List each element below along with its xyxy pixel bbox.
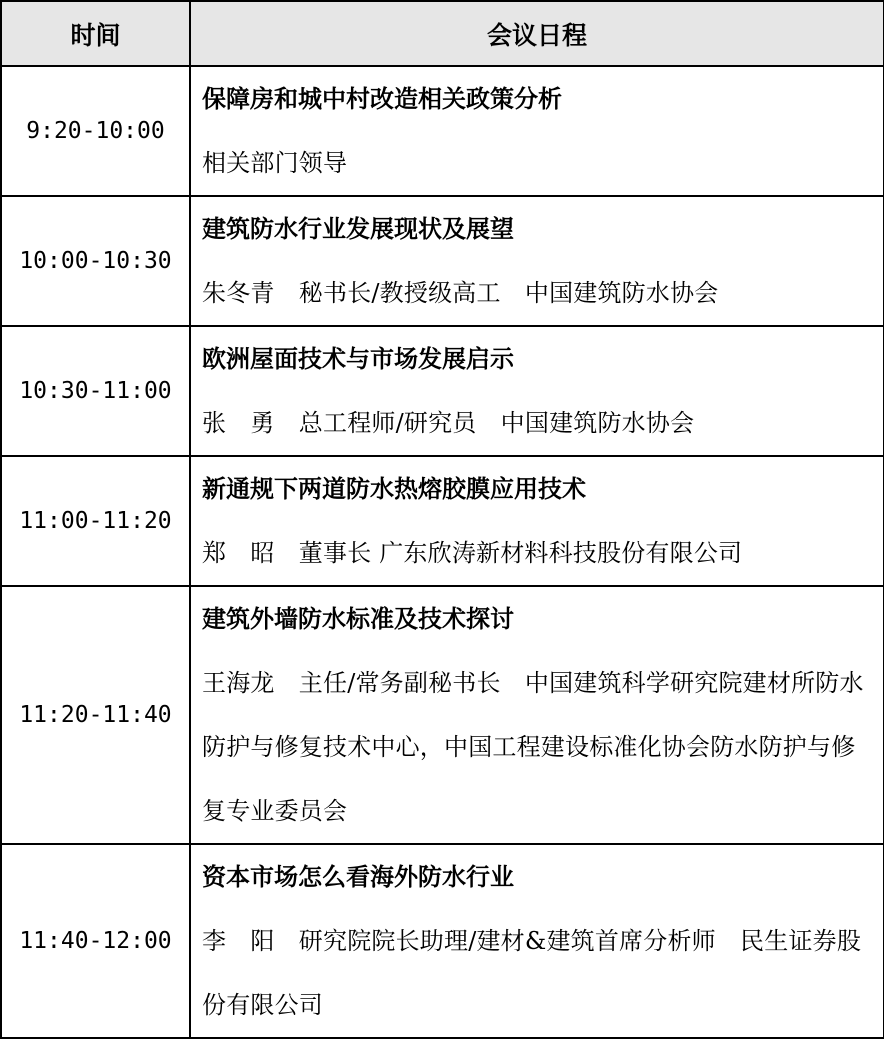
agenda-cell <box>190 586 884 844</box>
table-row <box>1 844 884 1038</box>
time-slot: 11:40-12:00 <box>1 844 190 1038</box>
speaker-info: 朱冬青 秘书长/教授级高工 中国建筑防水协会 <box>202 279 719 307</box>
time-slot: 11:20-11:40 <box>1 586 190 844</box>
speaker-info: 王海龙 主任/常务副秘书长 中国建筑科学研究院建材所防水防护与修复技术中心，中国工程建设标准化协会防水防护与修复专业委员会 <box>202 669 864 825</box>
speaker-info: 郑 昭 董事长 广东欣涛新材料科技股份有限公司 <box>202 539 743 567</box>
agenda-cell <box>190 66 884 196</box>
header-row <box>1 1 884 66</box>
table-row <box>1 586 884 844</box>
talk-title: 建筑外墙防水标准及技术探讨 <box>202 605 514 633</box>
time-slot: 10:00-10:30 <box>1 196 190 326</box>
agenda-cell <box>190 456 884 586</box>
speaker-info: 相关部门领导 <box>202 149 348 177</box>
table-row <box>1 456 884 586</box>
speaker-info: 李 阳 研究院院长助理/建材&建筑首席分析师 民生证券股份有限公司 <box>202 927 862 1019</box>
talk-title: 建筑防水行业发展现状及展望 <box>202 215 514 243</box>
talk-title: 资本市场怎么看海外防水行业 <box>202 863 514 891</box>
table-row <box>1 66 884 196</box>
time-column-header: 时间 <box>1 1 190 66</box>
agenda-cell <box>190 326 884 456</box>
agenda-column-header: 会议日程 <box>190 1 884 66</box>
time-slot: 11:00-11:20 <box>1 456 190 586</box>
time-slot: 9:20-10:00 <box>1 66 190 196</box>
talk-title: 保障房和城中村改造相关政策分析 <box>202 85 562 113</box>
agenda-cell <box>190 844 884 1038</box>
time-slot: 10:30-11:00 <box>1 326 190 456</box>
speaker-info: 张 勇 总工程师/研究员 中国建筑防水协会 <box>202 409 695 437</box>
table-row <box>1 326 884 456</box>
talk-title: 新通规下两道防水热熔胶膜应用技术 <box>202 475 586 503</box>
table-row <box>1 196 884 326</box>
talk-title: 欧洲屋面技术与市场发展启示 <box>202 345 514 373</box>
agenda-cell <box>190 196 884 326</box>
